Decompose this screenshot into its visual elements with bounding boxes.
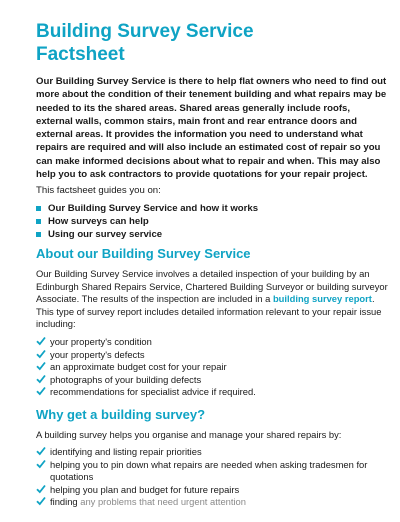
list-item-label-rest: any problems that need urgent attention: [77, 496, 246, 507]
list-item: [36, 336, 390, 349]
list-item-label: your property's defects: [50, 348, 145, 360]
guides-intro: This factsheet guides you on:: [36, 185, 161, 196]
list-item: [36, 203, 258, 216]
checkmark-icon: [36, 374, 46, 384]
list-item: [36, 361, 390, 374]
list-item-label: your property's condition: [50, 336, 152, 347]
list-item-label: How surveys can help: [48, 215, 149, 227]
checkmark-icon: [36, 484, 46, 494]
checkmark-icon: [36, 496, 46, 506]
checkmark-icon: [36, 459, 46, 469]
list-item-label: helping you to pin down what repairs are needed when asking tradesmen for quotations: [50, 458, 368, 482]
about-text-end: . This type of survey report includes detailed information relevant to your repair issue including:: [36, 293, 382, 330]
square-bullet-icon: [36, 219, 41, 224]
list-item: [36, 229, 258, 242]
square-bullet-icon: [36, 232, 41, 237]
survey-benefits-list: [36, 446, 390, 509]
checkmark-icon: [36, 336, 46, 346]
section-heading-why: Why get a building survey?: [36, 407, 206, 422]
report-contents-list: [36, 336, 390, 399]
title-line-2: Factsheet: [36, 44, 125, 65]
list-item: [36, 459, 390, 484]
about-text-start: Our Building Survey Service involves a detailed inspection of your building by an Edinburgh Shared Repairs Service, Chartered Building Surveyor or building surveyor Associate. The results of the inspection are included in a: [36, 268, 388, 305]
intro-paragraph: Our Building Survey Service is there to help flat owners who need to find out more about the condition of their tenement building and what repairs may be needed to its the shared areas. Shared areas generally include roofs, external walls, common stairs, main front and rear entrance doors and external areas. It provides the information you need to understand what repairs are required and will also include an estimated cost of repair so you can make informed decisions about what to repair and when. This may also help you to ask contractors to provide quotations for your repair project.: [36, 76, 387, 181]
list-item-label: Our Building Survey Service and how it works: [48, 203, 259, 214]
list-item: [36, 496, 390, 509]
list-item-label: photographs of your building defects: [50, 373, 202, 385]
page-title: [36, 20, 376, 66]
why-paragraph: A building survey helps you organise and manage your shared repairs by:: [36, 429, 342, 440]
list-item-label: Using our survey service: [48, 228, 163, 240]
checkmark-icon: [36, 349, 46, 359]
square-bullet-icon: [36, 206, 41, 211]
building-survey-report-link[interactable]: building survey report: [272, 293, 372, 305]
checkmark-icon: [36, 446, 46, 456]
list-item: [36, 374, 390, 387]
list-item-label-start: finding: [50, 496, 78, 507]
title-line-1: Building Survey Service: [36, 21, 254, 42]
list-item-label: helping you plan and budget for future repairs: [50, 483, 240, 495]
checkmark-icon: [36, 361, 46, 371]
list-item: [36, 446, 390, 459]
list-item: [36, 216, 258, 229]
list-item-label: an approximate budget cost for your repair: [50, 361, 227, 372]
section-heading-about: About our Building Survey Service: [36, 246, 251, 261]
about-paragraph: [36, 268, 392, 331]
list-item-label: identifying and listing repair priorities: [50, 446, 202, 457]
list-item: [36, 484, 390, 497]
checkmark-icon: [36, 386, 46, 396]
list-item-label: recommendations for specialist advice if required.: [50, 386, 256, 397]
list-item: [36, 386, 390, 399]
guides-list: [36, 203, 258, 241]
list-item: [36, 349, 390, 362]
